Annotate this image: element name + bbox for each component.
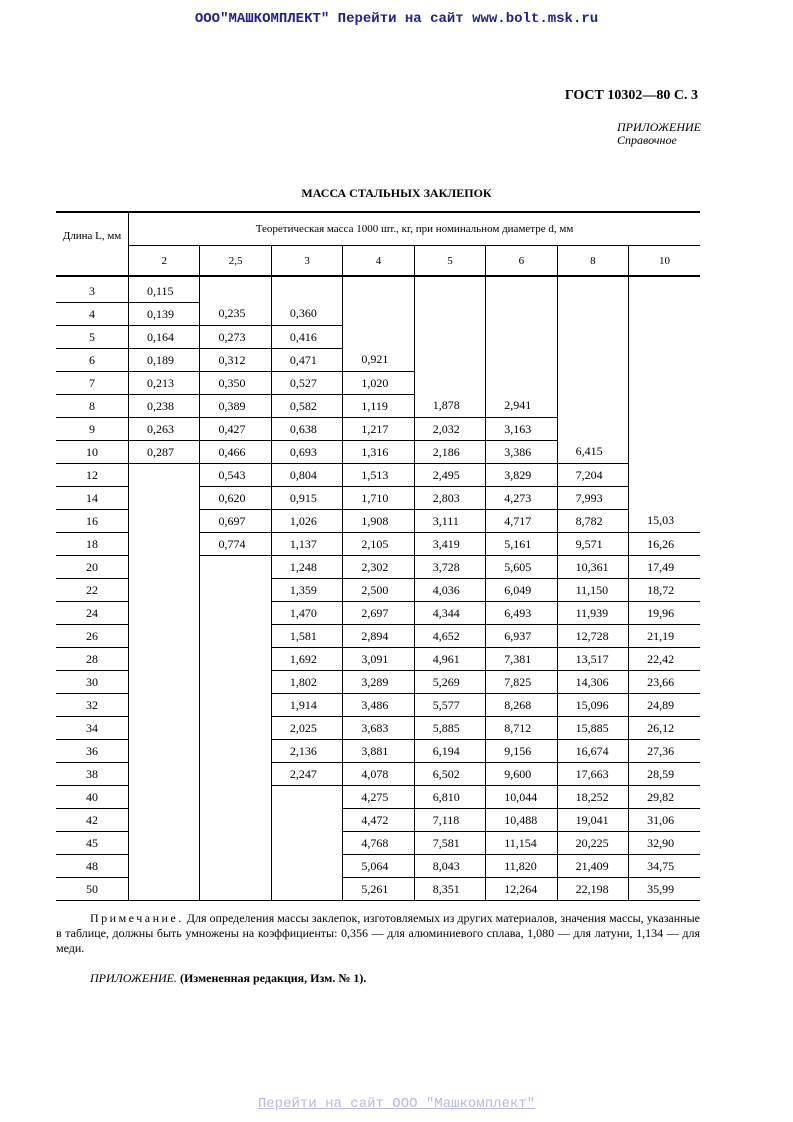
mass-cell: 21,19 [629, 625, 700, 648]
mass-cell: 17,663 [557, 763, 628, 786]
mass-cell [200, 579, 271, 602]
mass-cell: 27,36 [629, 740, 700, 763]
mass-cell: 2,803 [414, 487, 485, 510]
mass-cell: 6,049 [486, 579, 557, 602]
mass-cell [129, 763, 200, 786]
diameter-header: 2,5 [200, 246, 271, 277]
mass-cell: 1,710 [343, 487, 414, 510]
bottom-site-link[interactable]: Перейти на сайт ООО "Машкомплект" [257, 1096, 536, 1112]
mass-cell [271, 809, 342, 832]
mass-cell: 11,154 [486, 832, 557, 855]
mass-cell: 17,49 [629, 556, 700, 579]
table-row [56, 487, 700, 510]
mass-cell: 0,350 [200, 372, 271, 395]
mass-cell [200, 763, 271, 786]
mass-cell: 22,198 [557, 878, 628, 901]
mass-cell: 24,89 [629, 694, 700, 717]
mass-cell [200, 625, 271, 648]
mass-cell: 3,728 [414, 556, 485, 579]
mass-cell [557, 372, 628, 395]
mass-cell [486, 303, 557, 326]
mass-cell: 23,66 [629, 671, 700, 694]
length-cell: 6 [56, 349, 129, 372]
mass-cell [200, 556, 271, 579]
mass-cell [414, 303, 485, 326]
mass-cell: 6,810 [414, 786, 485, 809]
diameter-header: 2 [129, 246, 200, 277]
mass-cell: 3,091 [343, 648, 414, 671]
length-cell: 7 [56, 372, 129, 395]
appendix-edit-label: ПРИЛОЖЕНИЕ. [90, 971, 177, 985]
mass-cell: 6,937 [486, 625, 557, 648]
mass-cell: 0,697 [200, 510, 271, 533]
mass-cell: 8,782 [557, 510, 628, 533]
mass-cell [629, 441, 700, 464]
mass-cell: 9,571 [557, 533, 628, 556]
length-cell: 48 [56, 855, 129, 878]
mass-cell [629, 464, 700, 487]
mass-cell: 19,96 [629, 602, 700, 625]
length-cell: 3 [56, 276, 129, 303]
mass-cell [557, 326, 628, 349]
mass-cell: 8,351 [414, 878, 485, 901]
mass-cell: 1,217 [343, 418, 414, 441]
mass-cell: 3,289 [343, 671, 414, 694]
table-row [56, 533, 700, 556]
table-row [56, 717, 700, 740]
mass-cell [271, 786, 342, 809]
mass-cell: 5,605 [486, 556, 557, 579]
mass-cell: 8,268 [486, 694, 557, 717]
mass-cell: 2,136 [271, 740, 342, 763]
mass-cell: 0,774 [200, 533, 271, 556]
mass-cell [414, 372, 485, 395]
mass-cell: 4,652 [414, 625, 485, 648]
mass-cell: 4,472 [343, 809, 414, 832]
table-row [56, 556, 700, 579]
mass-cell: 12,728 [557, 625, 628, 648]
mass-cell [271, 276, 342, 303]
mass-cell [129, 648, 200, 671]
length-cell: 4 [56, 303, 129, 326]
mass-cell [414, 276, 485, 303]
diameter-header: 10 [629, 246, 700, 277]
table-row [56, 372, 700, 395]
table-note [56, 911, 700, 956]
mass-cell [629, 395, 700, 418]
mass-cell: 4,344 [414, 602, 485, 625]
mass-cell: 1,908 [343, 510, 414, 533]
mass-cell: 1,248 [271, 556, 342, 579]
length-cell: 16 [56, 510, 129, 533]
mass-cell: 5,269 [414, 671, 485, 694]
mass-cell [129, 740, 200, 763]
diameter-header: 4 [343, 246, 414, 277]
mass-cell [200, 276, 271, 303]
length-cell: 30 [56, 671, 129, 694]
appendix-edit-note [90, 971, 366, 986]
mass-cell [271, 878, 342, 901]
mass-cell [557, 418, 628, 441]
mass-cell [200, 671, 271, 694]
length-cell: 24 [56, 602, 129, 625]
table-row [56, 349, 700, 372]
mass-cell: 1,020 [343, 372, 414, 395]
mass-cell: 1,581 [271, 625, 342, 648]
mass-cell [129, 671, 200, 694]
table-row [56, 441, 700, 464]
mass-cell: 15,03 [629, 510, 700, 533]
length-column-header: Длина L, мм [56, 212, 129, 276]
mass-cell: 4,717 [486, 510, 557, 533]
mass-cell: 2,105 [343, 533, 414, 556]
mass-cell [200, 878, 271, 901]
length-cell: 42 [56, 809, 129, 832]
mass-cell: 29,82 [629, 786, 700, 809]
mass-cell: 28,59 [629, 763, 700, 786]
mass-cell: 7,118 [414, 809, 485, 832]
mass-cell [129, 556, 200, 579]
mass-cell [486, 349, 557, 372]
rivet-mass-table [56, 211, 700, 901]
mass-cell: 32,90 [629, 832, 700, 855]
mass-cell [343, 326, 414, 349]
length-cell: 12 [56, 464, 129, 487]
mass-cell [200, 832, 271, 855]
mass-cell [486, 276, 557, 303]
mass-cell: 0,312 [200, 349, 271, 372]
mass-cell [486, 372, 557, 395]
mass-cell: 1,026 [271, 510, 342, 533]
mass-cell: 1,359 [271, 579, 342, 602]
mass-cell: 5,577 [414, 694, 485, 717]
mass-cell: 11,939 [557, 602, 628, 625]
note-label: Примечание. [90, 911, 184, 925]
mass-cell: 0,466 [200, 441, 271, 464]
mass-cell [414, 326, 485, 349]
mass-cell: 0,921 [343, 349, 414, 372]
mass-cell: 8,043 [414, 855, 485, 878]
mass-cell [200, 809, 271, 832]
mass-cell [343, 276, 414, 303]
length-cell: 14 [56, 487, 129, 510]
mass-cell [129, 487, 200, 510]
mass-cell: 2,894 [343, 625, 414, 648]
mass-cell: 6,415 [557, 441, 628, 464]
mass-cell: 2,697 [343, 602, 414, 625]
length-cell: 10 [56, 441, 129, 464]
mass-cell: 4,036 [414, 579, 485, 602]
mass-cell: 3,163 [486, 418, 557, 441]
mass-cell: 9,156 [486, 740, 557, 763]
mass-cell [129, 717, 200, 740]
mass-cell: 3,829 [486, 464, 557, 487]
mass-cell: 5,064 [343, 855, 414, 878]
table-row [56, 786, 700, 809]
mass-cell: 0,287 [129, 441, 200, 464]
mass-cell [129, 694, 200, 717]
mass-cell: 0,471 [271, 349, 342, 372]
mass-cell [343, 303, 414, 326]
mass-cell [129, 464, 200, 487]
diameter-header: 3 [271, 246, 342, 277]
mass-cell: 0,115 [129, 276, 200, 303]
length-cell: 28 [56, 648, 129, 671]
appendix-label: ПРИЛОЖЕНИЕ [617, 120, 701, 134]
table-row [56, 671, 700, 694]
mass-cell: 2,032 [414, 418, 485, 441]
mass-cell: 1,137 [271, 533, 342, 556]
top-site-link[interactable]: ООО"МАШКОМПЛЕКТ" Перейти на сайт www.bolt.msk.ru [194, 11, 599, 27]
note-text: Для определения массы заклепок, изготовляемых из других материалов, значения массы, указанные в таблице, должны быть умножены на коэффициенты: 0,356 — для алюминиевого сплава, 1,080 — для латуни, 1,134 — для меди. [56, 911, 700, 955]
mass-cell: 10,044 [486, 786, 557, 809]
mass-cell: 1,692 [271, 648, 342, 671]
table-row [56, 276, 700, 303]
mass-cell: 3,486 [343, 694, 414, 717]
mass-cell: 13,517 [557, 648, 628, 671]
mass-cell: 11,820 [486, 855, 557, 878]
appendix-edit-text: (Измененная редакция, Изм. № 1). [179, 971, 367, 985]
mass-cell: 7,204 [557, 464, 628, 487]
mass-cell: 4,275 [343, 786, 414, 809]
mass-cell: 7,581 [414, 832, 485, 855]
mass-cell: 2,941 [486, 395, 557, 418]
mass-cell [629, 276, 700, 303]
mass-cell: 22,42 [629, 648, 700, 671]
mass-cell: 6,493 [486, 602, 557, 625]
mass-cell: 0,804 [271, 464, 342, 487]
mass-cell: 20,225 [557, 832, 628, 855]
table-row [56, 418, 700, 441]
mass-cell: 18,252 [557, 786, 628, 809]
length-cell: 45 [56, 832, 129, 855]
diameter-header: 8 [557, 246, 628, 277]
mass-cell: 0,427 [200, 418, 271, 441]
mass-cell: 14,306 [557, 671, 628, 694]
length-cell: 32 [56, 694, 129, 717]
mass-cell [129, 809, 200, 832]
mass-cell [129, 625, 200, 648]
mass-cell: 1,878 [414, 395, 485, 418]
mass-cell: 31,06 [629, 809, 700, 832]
mass-cell: 19,041 [557, 809, 628, 832]
mass-cell [200, 694, 271, 717]
mass-cell: 0,213 [129, 372, 200, 395]
table-row [56, 326, 700, 349]
mass-cell [629, 372, 700, 395]
mass-cell: 2,500 [343, 579, 414, 602]
table-row [56, 303, 700, 326]
mass-cell: 10,361 [557, 556, 628, 579]
mass-cell: 18,72 [629, 579, 700, 602]
mass-cell: 1,119 [343, 395, 414, 418]
mass-cell: 0,273 [200, 326, 271, 349]
mass-cell: 12,264 [486, 878, 557, 901]
length-cell: 8 [56, 395, 129, 418]
mass-cell: 1,316 [343, 441, 414, 464]
mass-cell [486, 326, 557, 349]
mass-cell: 4,078 [343, 763, 414, 786]
mass-cell: 35,99 [629, 878, 700, 901]
mass-cell: 0,139 [129, 303, 200, 326]
mass-cell: 6,194 [414, 740, 485, 763]
table-row [56, 763, 700, 786]
mass-cell [629, 487, 700, 510]
table-row [56, 395, 700, 418]
mass-cell: 1,802 [271, 671, 342, 694]
diameter-header: 5 [414, 246, 485, 277]
table-title: МАССА СТАЛЬНЫХ ЗАКЛЕПОК [301, 186, 492, 200]
mass-cell: 3,419 [414, 533, 485, 556]
length-cell: 20 [56, 556, 129, 579]
mass-cell: 7,825 [486, 671, 557, 694]
mass-cell [129, 832, 200, 855]
mass-cell [629, 303, 700, 326]
mass-cell: 4,273 [486, 487, 557, 510]
mass-cell [129, 579, 200, 602]
mass-cell: 3,881 [343, 740, 414, 763]
mass-cell [200, 786, 271, 809]
mass-cell: 26,12 [629, 717, 700, 740]
mass-cell [557, 349, 628, 372]
length-cell: 18 [56, 533, 129, 556]
mass-cell: 0,263 [129, 418, 200, 441]
mass-cell [629, 349, 700, 372]
mass-cell: 34,75 [629, 855, 700, 878]
mass-cell: 2,495 [414, 464, 485, 487]
mass-cell: 1,513 [343, 464, 414, 487]
mass-cell: 5,161 [486, 533, 557, 556]
mass-cell [129, 878, 200, 901]
mass-cell: 4,961 [414, 648, 485, 671]
mass-cell: 3,386 [486, 441, 557, 464]
mass-cell [629, 326, 700, 349]
mass-cell [200, 740, 271, 763]
mass-cell [200, 602, 271, 625]
mass-cell: 0,416 [271, 326, 342, 349]
table-row [56, 464, 700, 487]
mass-cell: 4,768 [343, 832, 414, 855]
mass-cell: 10,488 [486, 809, 557, 832]
mass-cell: 1,914 [271, 694, 342, 717]
mass-span-header: Теоретическая масса 1000 шт., кг, при номинальном диаметре d, мм [129, 212, 701, 246]
mass-cell [129, 602, 200, 625]
appendix-type: Справочное [617, 133, 677, 147]
table-row [56, 809, 700, 832]
length-cell: 50 [56, 878, 129, 901]
table-row [56, 878, 700, 901]
mass-cell: 16,26 [629, 533, 700, 556]
length-cell: 36 [56, 740, 129, 763]
mass-cell: 0,693 [271, 441, 342, 464]
mass-cell: 15,096 [557, 694, 628, 717]
mass-cell: 0,543 [200, 464, 271, 487]
length-cell: 26 [56, 625, 129, 648]
mass-cell [200, 648, 271, 671]
table-row [56, 602, 700, 625]
length-cell: 38 [56, 763, 129, 786]
mass-cell [200, 855, 271, 878]
table-row [56, 510, 700, 533]
mass-cell: 2,247 [271, 763, 342, 786]
table-row [56, 694, 700, 717]
mass-cell: 0,238 [129, 395, 200, 418]
length-cell: 9 [56, 418, 129, 441]
mass-cell [271, 832, 342, 855]
length-cell: 40 [56, 786, 129, 809]
mass-cell: 0,189 [129, 349, 200, 372]
table-row [56, 625, 700, 648]
length-cell: 22 [56, 579, 129, 602]
mass-cell: 2,302 [343, 556, 414, 579]
mass-cell: 2,186 [414, 441, 485, 464]
table-row [56, 832, 700, 855]
mass-cell: 0,582 [271, 395, 342, 418]
mass-cell: 9,600 [486, 763, 557, 786]
mass-cell [271, 855, 342, 878]
mass-cell: 21,409 [557, 855, 628, 878]
mass-cell [557, 395, 628, 418]
mass-cell: 8,712 [486, 717, 557, 740]
mass-cell: 2,025 [271, 717, 342, 740]
mass-cell: 0,360 [271, 303, 342, 326]
mass-cell: 16,674 [557, 740, 628, 763]
mass-cell: 7,381 [486, 648, 557, 671]
mass-cell [557, 276, 628, 303]
document-number: ГОСТ 10302—80 С. 3 [564, 88, 698, 103]
mass-cell: 0,527 [271, 372, 342, 395]
table-row [56, 855, 700, 878]
mass-cell: 3,683 [343, 717, 414, 740]
mass-cell: 0,389 [200, 395, 271, 418]
diameter-header: 6 [486, 246, 557, 277]
mass-cell [129, 855, 200, 878]
table-row [56, 648, 700, 671]
mass-cell: 0,620 [200, 487, 271, 510]
mass-cell: 15,885 [557, 717, 628, 740]
mass-cell [629, 418, 700, 441]
mass-cell: 0,915 [271, 487, 342, 510]
mass-cell: 6,502 [414, 763, 485, 786]
mass-cell: 1,470 [271, 602, 342, 625]
table-row [56, 740, 700, 763]
mass-cell: 0,235 [200, 303, 271, 326]
length-cell: 5 [56, 326, 129, 349]
mass-cell [129, 533, 200, 556]
mass-cell: 0,164 [129, 326, 200, 349]
appendix-heading [617, 121, 701, 147]
mass-cell: 3,111 [414, 510, 485, 533]
length-cell: 34 [56, 717, 129, 740]
mass-cell: 0,638 [271, 418, 342, 441]
mass-cell: 7,993 [557, 487, 628, 510]
mass-cell: 11,150 [557, 579, 628, 602]
mass-cell: 5,885 [414, 717, 485, 740]
mass-cell: 5,261 [343, 878, 414, 901]
mass-cell [129, 786, 200, 809]
mass-cell [557, 303, 628, 326]
mass-cell [129, 510, 200, 533]
table-row [56, 579, 700, 602]
mass-cell [414, 349, 485, 372]
mass-cell [200, 717, 271, 740]
